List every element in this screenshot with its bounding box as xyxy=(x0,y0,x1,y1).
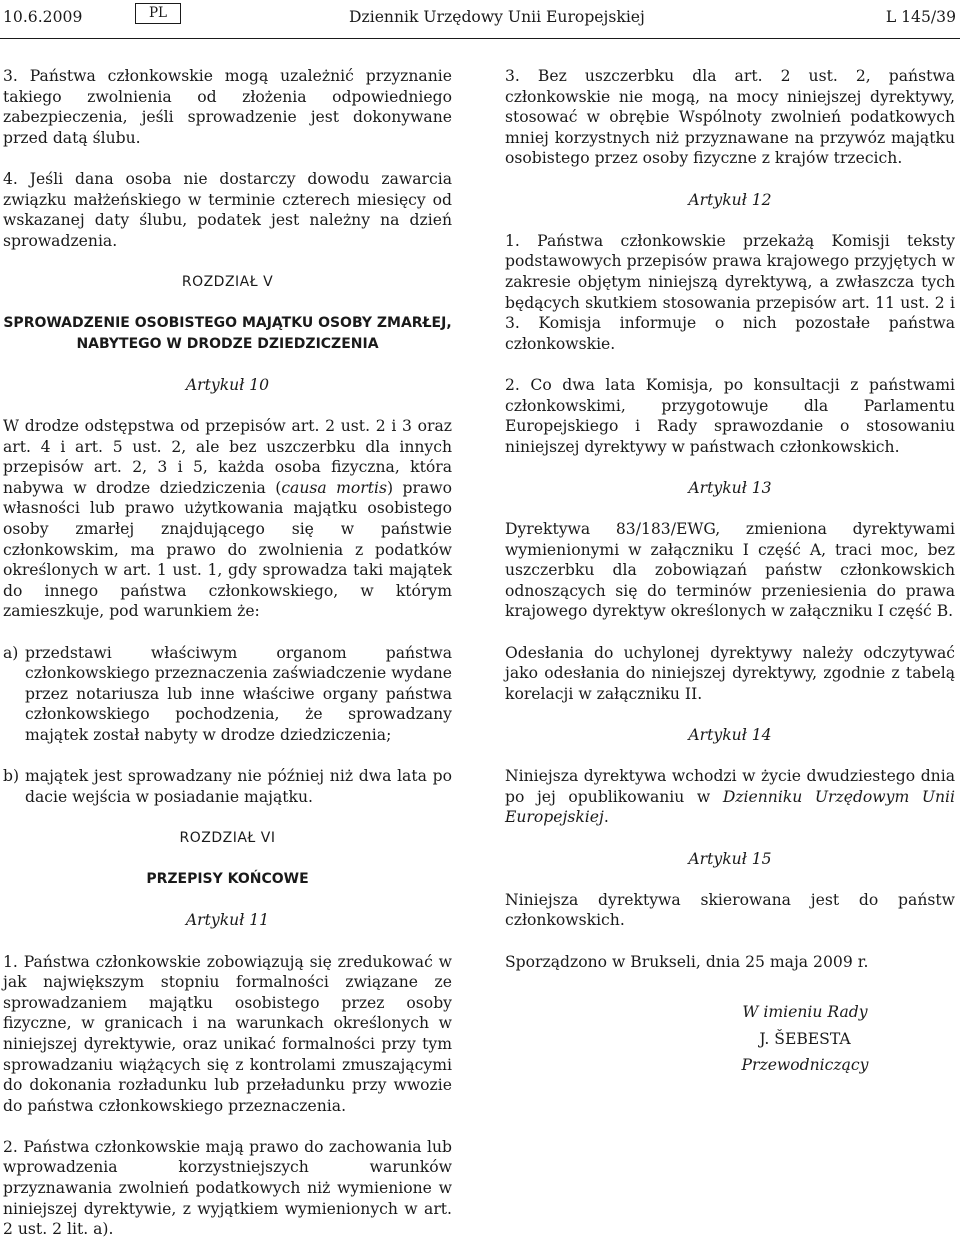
chapter-5-title: SPROWADZENIE OSOBISTEGO MAJĄTKU OSOBY ZMARŁEJ, NABYTEGO W DRODZE DZIEDZICZENIA xyxy=(3,315,452,352)
page-header xyxy=(0,0,960,34)
list-item-text: majątek jest sprowadzany nie później niż dwa lata po dacie wejścia w posiadanie majątku. xyxy=(25,767,452,806)
paragraph-art14 xyxy=(505,766,955,828)
language-box: PL xyxy=(135,3,181,24)
signature-for: W imieniu Rady xyxy=(742,1003,868,1022)
right-column xyxy=(505,66,955,1076)
signatory-role: Przewodniczący xyxy=(741,1056,869,1075)
paragraph-art11-3: 3. Bez uszczerbku dla art. 2 ust. 2, państwa członkowskie nie mogą, na mocy niniejszej dyrektywy, stosować w obrębie Wspólnoty zwolnień podatkowych mniej korzystnych niż przyznawane na przywóz majątku osobistego przez osoby fizyczne z krajów trzecich. xyxy=(505,67,955,168)
paragraph-art12-1: 1. Państwa członkowskie przekażą Komisji teksty podstawowych przepisów prawa krajowego przyjętych w zakresie objętym niniejszą dyrektywą, a zwłaszcza tych będących skutkiem stosowania przepisów art. 11 ust. 2 i 3. Komisja informuje o nich pozostałe państwa członkowskie. xyxy=(505,231,955,353)
paragraph-art12-2: 2. Co dwa lata Komisja, po konsultacji z państwami członkowskimi, przygotowuje dla Parlamentu Europejskiego i Rady sprawozdanie o stosowaniu niniejszej dyrektywy w państwach członkowskich. xyxy=(505,375,955,456)
chapter-6-title: PRZEPISY KOŃCOWE xyxy=(146,871,309,888)
paragraph-art11-2: 2. Państwa członkowskie mają prawo do zachowania lub wprowadzenia korzystniejszych warunków przyznawania zwolnień podatkowych niż wymienione w niniejszej dyrektywie, z wyjątkiem wymienionych w art. 2 ust. 2 lit. a). xyxy=(3,1137,452,1239)
article-13-title: Artykuł 13 xyxy=(688,478,772,497)
publication-date: 10.6.2009 xyxy=(3,8,83,26)
article-10-title: Artykuł 10 xyxy=(185,375,270,394)
article-15-title: Artykuł 15 xyxy=(688,849,772,868)
paragraph-art9-3: 3. Państwa członkowskie mogą uzależnić przyznanie takiego zwolnienia od złożenia odpowiedniego zabezpieczenia, jeśli sprowadzenie jest dokonywane przed datą ślubu. xyxy=(3,67,452,147)
list-item-label: b) xyxy=(3,767,20,786)
article-14-part2: . xyxy=(603,808,609,827)
list-item-text: przedstawi właściwym organom państwa członkowskiego przeznaczenia zaświadczenie wydane przez notariusza lub inne właściwe organy państwa członkowskiego pochodzenia, że sprowadzany majątek został nabyty w drodze dziedziczenia; xyxy=(25,643,452,744)
journal-title: Dziennik Urzędowy Unii Europejskiej xyxy=(349,8,645,26)
article-12-title: Artykuł 12 xyxy=(688,190,772,209)
page-number: L 145/39 xyxy=(885,8,956,26)
paragraph-art13-1: Dyrektywa 83/183/EWG, zmieniona dyrektywami wymienionymi w załączniku I część A, traci moc, bez uszczerbku dla zobowiązań państw członkowskich odnoszących się do terminów przeniesienia do prawa krajowego dyrektyw określonych w załączniku I część B. xyxy=(505,520,955,621)
article-10-intro xyxy=(3,416,452,622)
article-14-title: Artykuł 14 xyxy=(688,726,772,744)
chapter-6-label: ROZDZIAŁ VI xyxy=(179,829,276,846)
paragraph-art15: Niniejsza dyrektywa skierowana jest do państw członkowskich. xyxy=(505,890,955,930)
article-10-intro-part2: ) prawo własności lub prawo użytkowania majątku osobistego osoby zmarłej znajdującego się w państwie członkowskim, ma prawo do zwolnienia z podatków określonych w art. 1 ust. 1, gdy sprowadza taki majątek do innego państwa członkowskiego, w którym zamieszkuje, pod warunkiem że: xyxy=(3,478,453,621)
article-10-intro-part1: W drodze odstępstwa od przepisów art. 2 ust. 2 i 3 oraz art. 4 i art. 5 ust. 2, ale bez uszczerbku dla innych przepisów art. 2, 3 i 5, każda osoba fizyczna, która nabywa w drodze dziedziczenia ( xyxy=(3,417,452,497)
article-10-intro-italic: causa mortis xyxy=(281,478,388,497)
list-item-b xyxy=(3,766,452,807)
article-14-italic: Dzienniku Urzędowym Unii Europejskiej xyxy=(505,787,955,827)
paragraph-art13-2: Odesłania do uchylonej dyrektywy należy odczytywać jako odesłania do niniejszej dyrektywy, zgodnie z tabelą korelacji w załączniku II. xyxy=(505,643,955,703)
list-item-a xyxy=(3,643,452,746)
chapter-5-label: ROZDZIAŁ V xyxy=(181,273,274,290)
left-column xyxy=(3,66,452,1240)
paragraph-art9-4: 4. Jeśli dana osoba nie dostarczy dowodu zawarcia związku małżeńskiego w terminie czterech miesięcy od wskazanej daty ślubu, podatek jest należny na dzień sprowadzenia. xyxy=(3,169,452,250)
done-at-line: Sporządzono w Brukseli, dnia 25 maja 2009 r. xyxy=(505,952,869,971)
article-14-part1: Niniejsza dyrektywa wchodzi w życie dwudziestego dnia po jej opublikowaniu w xyxy=(505,767,955,806)
list-item-label: a) xyxy=(3,643,19,662)
signature-block xyxy=(655,1002,955,1076)
signatory-name: J. ŠEBESTA xyxy=(759,1029,851,1048)
paragraph-art11-1: 1. Państwa członkowskie zobowiązują się zredukować w jak największym stopniu formalności związane ze sprowadzaniem majątku osobistego przez osoby fizyczne, w granicach i na warunkach określonych w niniejszej dyrektywie, oraz unikać formalności przy tym sprowadzaniu wiążących się z kontrolami zmuszającymi do dokonania rozładunku lub przeładunku przy wwozie do państwa członkowskiego przeznaczenia. xyxy=(3,952,452,1115)
header-divider xyxy=(0,38,960,39)
article-11-title: Artykuł 11 xyxy=(185,911,270,930)
